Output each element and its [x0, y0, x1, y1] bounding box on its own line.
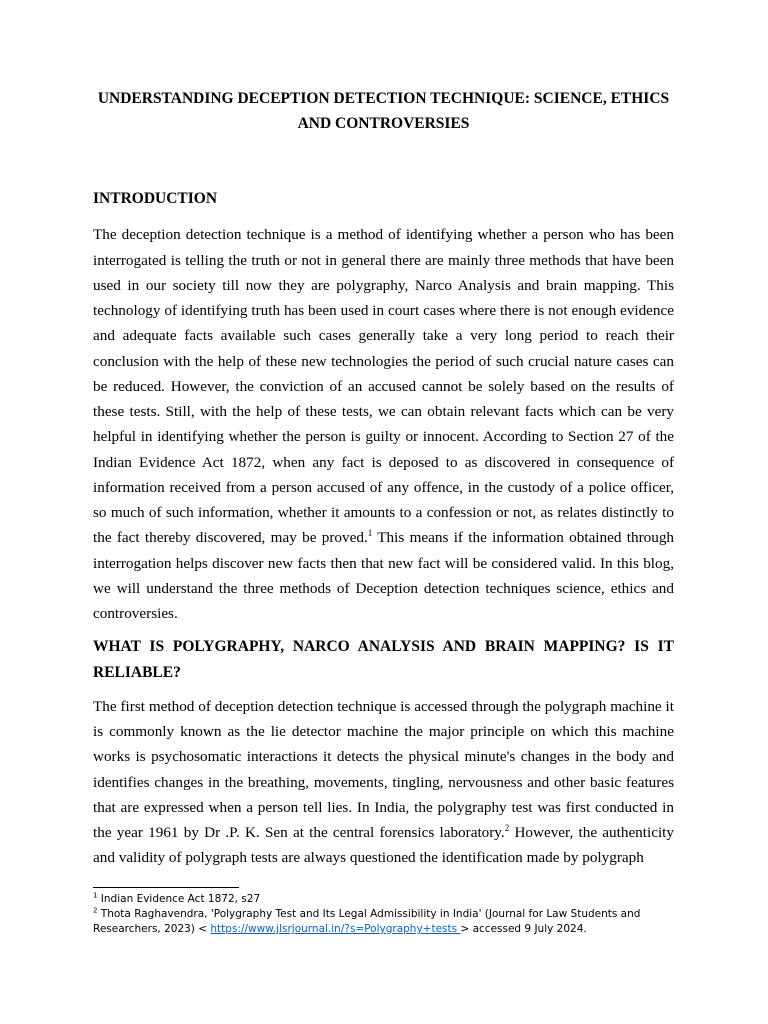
document-body [93, 86, 674, 871]
paragraph-text: However, the authenticity and validity of polygraph tests are always questioned the identification made by polygraph [93, 824, 674, 867]
heading-introduction: INTRODUCTION [93, 190, 218, 207]
footnote-2 [93, 907, 674, 937]
paragraph-text: This means if the information obtained through interrogation helps discover new facts then that new fact will be considered valid. In this blog, we will understand the three methods of Deception detection techniques science, ethics and controversies. [93, 529, 675, 623]
footnote-reference-2[interactable]: 2 [504, 823, 510, 834]
footnote-number: 2 [93, 906, 98, 915]
footnotes-area [93, 887, 674, 937]
footnote-1 [93, 892, 674, 907]
heading-section-2: WHAT IS POLYGRAPHY, NARCO ANALYSIS AND BRAIN MAPPING? IS IT RELIABLE? [93, 638, 674, 681]
footnote-text: Thota Raghavendra, 'Polygraphy Test and Its Legal Admissibility in India' (Journal for Law Students and Researchers, 2023) < [93, 908, 641, 935]
footnote-separator [93, 887, 239, 888]
footnote-text: Indian Evidence Act 1872, s27 [97, 893, 261, 905]
document-title: UNDERSTANDING DECEPTION DETECTION TECHNIQUE: SCIENCE, ETHICS AND CONTROVERSIES [97, 90, 670, 132]
footnote-number: 1 [93, 891, 98, 900]
paragraph-text: The deception detection technique is a method of identifying whether a person who has been interrogated is telling the truth or not in general there are mainly three methods that have been used in our society till now they are polygraphy, Narco Analysis and brain mapping. This technology of identifying truth has been used in court cases where there is not enough evidence and adequate facts available such cases generally take a very long period to reach their conclusion with the help of these new technologies the period of such crucial nature cases can be reduced. However, the conviction of an accused cannot be solely based on the results of these tests. Still, with the help of these tests, we can obtain relevant facts which can be very helpful in identifying whether the person is guilty or innocent. According to Section 27 of the Indian Evidence Act 1872, when any fact is deposed to as discovered in consequence of information received from a person accused of any offence, in the custody of a police officer, so much of such information, whether it amounts to a confession or not, as relates distinctly to the fact thereby discovered, may be proved. [93, 226, 674, 547]
footnote-text: > accessed 9 July 2024. [460, 923, 587, 935]
paragraph-text: The first method of deception detection technique is accessed through the polygraph machine it is commonly known as the lie detector machine the major principle on which this machine works is psychosomatic interactions it detects the physical minute's changes in the body and identifies changes in the breathing, movements, tingling, nervousness and other basic features that are expressed when a person tell lies. In India, the polygraphy test was first conducted in the year 1961 by Dr .P. K. Sen at the central forensics laboratory. [93, 697, 674, 842]
footnote-link[interactable]: https://www.jlsrjournal.in/?s=Polygraphy+tests [210, 923, 461, 935]
footnote-reference-1[interactable]: 1 [367, 528, 373, 539]
paragraph-polygraphy [93, 694, 674, 871]
paragraph-introduction [93, 222, 674, 626]
